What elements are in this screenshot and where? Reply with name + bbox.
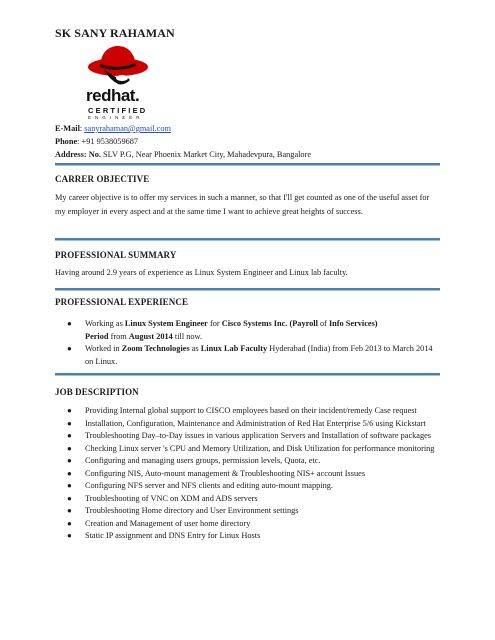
bullet-icon: ●	[67, 481, 72, 490]
email-label: E-Mail	[55, 124, 80, 133]
list-item: ● Configuring and managing users groups, permission levels, Quota, etc.	[55, 455, 440, 468]
list-item: ● Static IP assignment and DNS Entry for Linux Hosts	[55, 530, 440, 543]
email-line: E-Mail: sanyrahaman@gmail.com	[55, 124, 171, 133]
list-item: ● Providing Internal global support to CISCO employees based on their incident/remedy Case request	[55, 405, 440, 418]
engineer-label: ENGINEER	[88, 115, 144, 120]
list-item: ● Configuring NFS server and NFS clients and editing auto-mount mapping.	[55, 480, 440, 493]
experience-item: ● Working as Linux System Engineer for Cisco Systems Inc. (Payroll of Info Services) Period from August 2014 till now.	[67, 319, 378, 341]
bullet-icon: ●	[67, 344, 72, 353]
certified-label: CERTIFIED	[88, 106, 148, 115]
bullet-icon: ●	[67, 456, 72, 465]
phone-value: : +91 9538059687	[77, 136, 139, 146]
list-item: ● Troubleshooting Day–to-Day issues in various application Servers and Installation of software packages	[55, 430, 440, 443]
address-label: Address: No.	[55, 149, 101, 159]
phone-label: Phone	[55, 136, 78, 146]
list-item: ● Checking Linux server 's CPU and Memory Utilization, and Disk Utilization for performance monitoring	[55, 443, 440, 456]
list-item: ● Installation, Configuration, Maintenance and Administration of Red Hat Enterprise 5/6 using Kickstart	[55, 418, 440, 431]
bullet-icon: ●	[67, 468, 72, 478]
experience-item: ● Worked in Zoom Technologies as Linux Lab Faculty Hyderabad (India) from Feb 2013 to March 2014 on Linux.	[67, 344, 433, 366]
list-item: ● Creation and Management of user home directory	[55, 518, 440, 531]
job-description-list	[55, 405, 440, 543]
bullet-icon: ●	[67, 431, 72, 440]
bullet-icon: ●	[67, 418, 72, 428]
bullet-icon: ●	[67, 506, 72, 515]
address-value: SLV P.G, Near Phoenix Market City, Mahadevpura, Bangalore	[100, 149, 312, 159]
bullet-icon: ●	[67, 443, 72, 453]
summary-heading: PROFESSIONAL SUMMARY	[55, 250, 177, 260]
address-line	[55, 149, 455, 162]
section-divider	[55, 288, 440, 291]
section-divider	[55, 238, 440, 241]
objective-text: My career objective is to offer my services in such a manner, so that I'll get counted as one of the useful asset for my employer in every aspect and at the same time I want to achieve great heights of success.	[55, 193, 430, 216]
bullet-icon: ●	[67, 319, 72, 328]
bullet-icon: ●	[67, 493, 72, 503]
job-description-heading: JOB DESCRIPTION	[55, 387, 139, 397]
list-item: ● Troubleshooting of VNC on XDM and ADS servers	[55, 493, 440, 506]
redhat-wordmark: redhat.	[86, 86, 140, 105]
bullet-icon: ●	[67, 518, 72, 528]
bullet-icon: ●	[67, 531, 72, 540]
experience-list	[55, 318, 440, 368]
list-item: ● Configuring NIS, Auto-mount management & Troubleshooting NIS+ account Issues	[55, 468, 440, 481]
section-divider	[55, 373, 440, 376]
redhat-certified-logo	[86, 40, 156, 120]
contact-block	[55, 123, 455, 161]
bullet-icon: ●	[67, 406, 72, 415]
section-divider	[55, 163, 440, 166]
objective-heading: CARRER OBJECTIVE	[55, 174, 150, 184]
summary-text: Having around 2.9 years of experience as Linux System Engineer and Linux lab faculty.	[55, 268, 348, 277]
candidate-name: SK SANY RAHAMAN	[55, 26, 175, 40]
phone-line	[55, 136, 455, 149]
email-link[interactable]: sanyrahaman@gmail.com	[84, 124, 171, 133]
list-item: ● Troubleshooting Home directory and User Environment settings	[55, 505, 440, 518]
experience-heading: PROFESSIONAL EXPERIENCE	[55, 297, 189, 307]
